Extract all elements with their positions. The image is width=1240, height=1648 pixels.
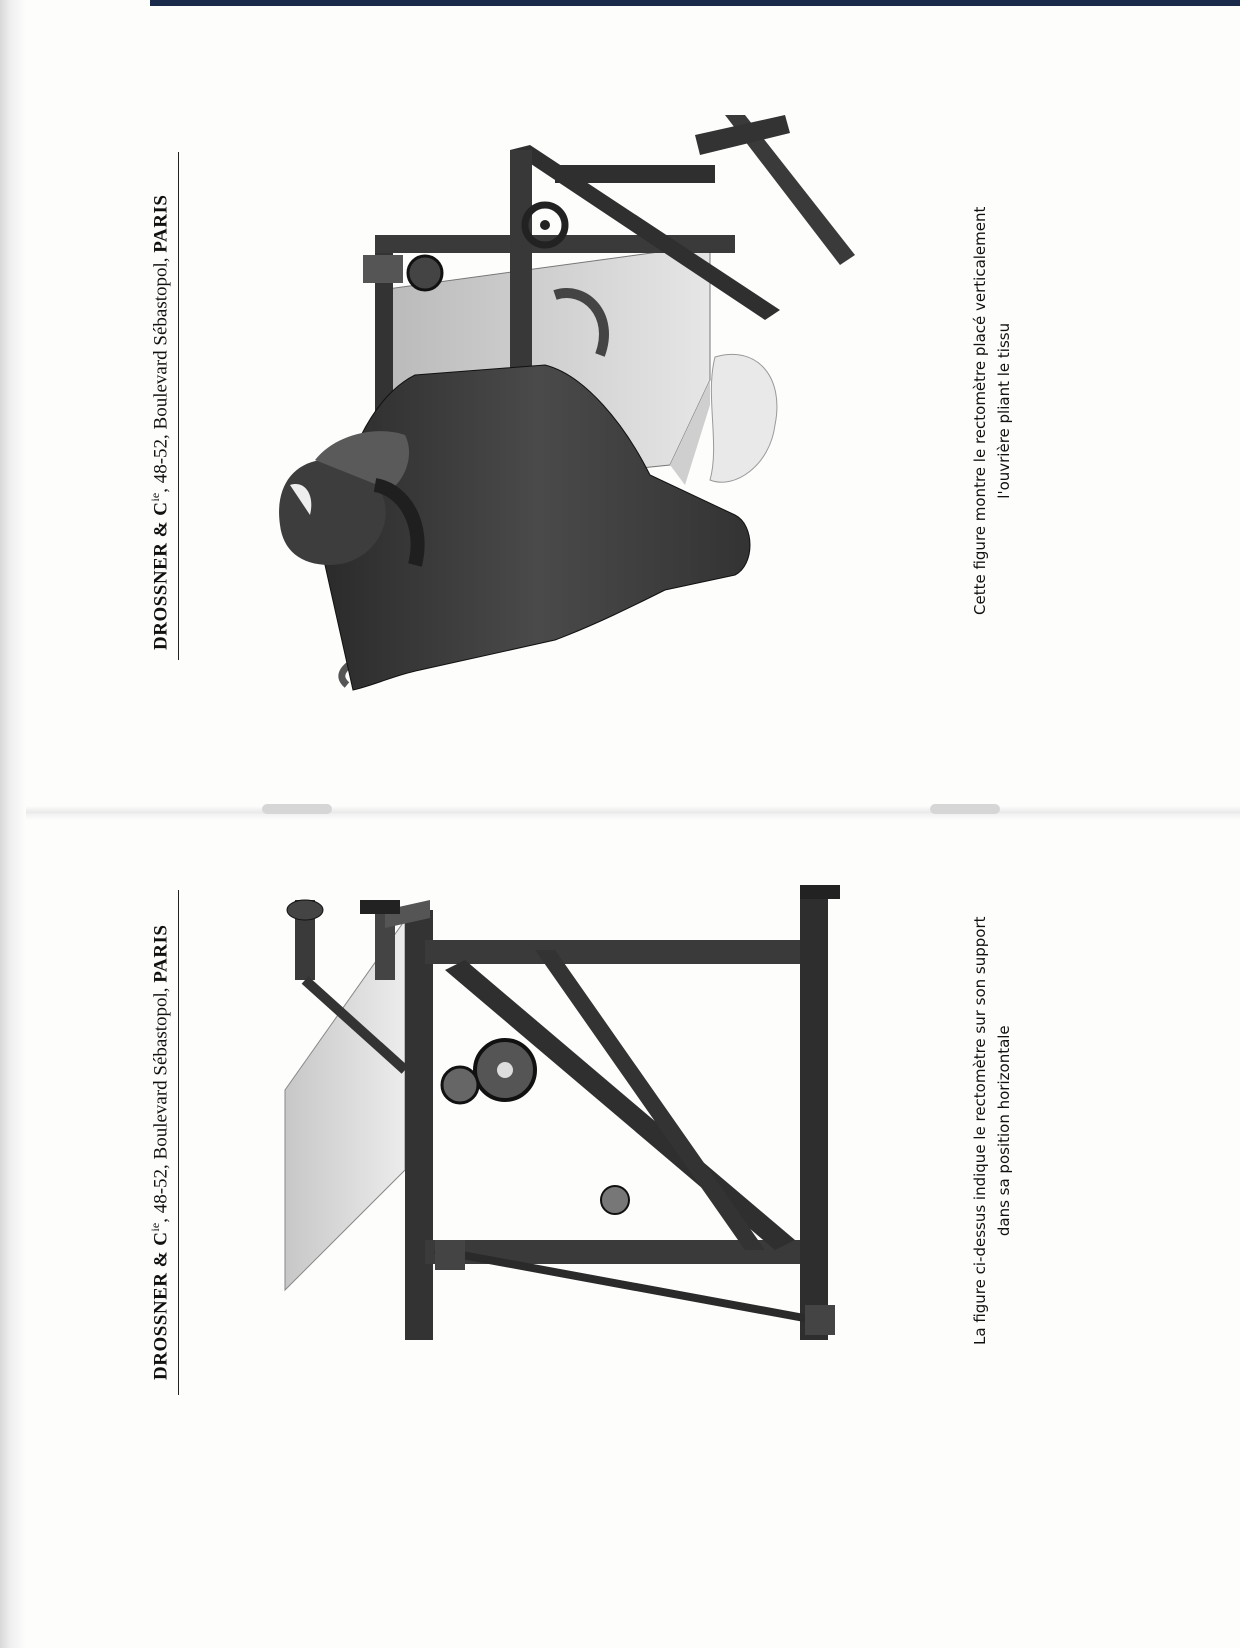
header-rule [178, 890, 179, 1395]
figure-caption: La figure ci-dessus indique le rectomètre sur son support dans sa position horizontale [971, 916, 1013, 1345]
header-rule [178, 152, 179, 660]
staple-mark [262, 804, 332, 814]
page-header: DROSSNER & $C^{ie}$, 48-52, Boulevard Sébastopol, PARIS [148, 924, 172, 1380]
figure-caption: Cette figure montre le rectomètre placé verticalement l'ouvrière pliant le tissu [971, 206, 1013, 615]
staple-mark [930, 804, 1000, 814]
vertical-rectometer-illustration [255, 95, 885, 705]
horizontal-rectometer-illustration [255, 870, 855, 1340]
scan-edge [150, 0, 1240, 6]
page-header: DROSSNER & $C^{ie}$, 48-52, Boulevard Sébastopol, PARIS [148, 194, 172, 650]
center-fold [26, 806, 1240, 820]
binding-shadow [0, 0, 26, 1648]
